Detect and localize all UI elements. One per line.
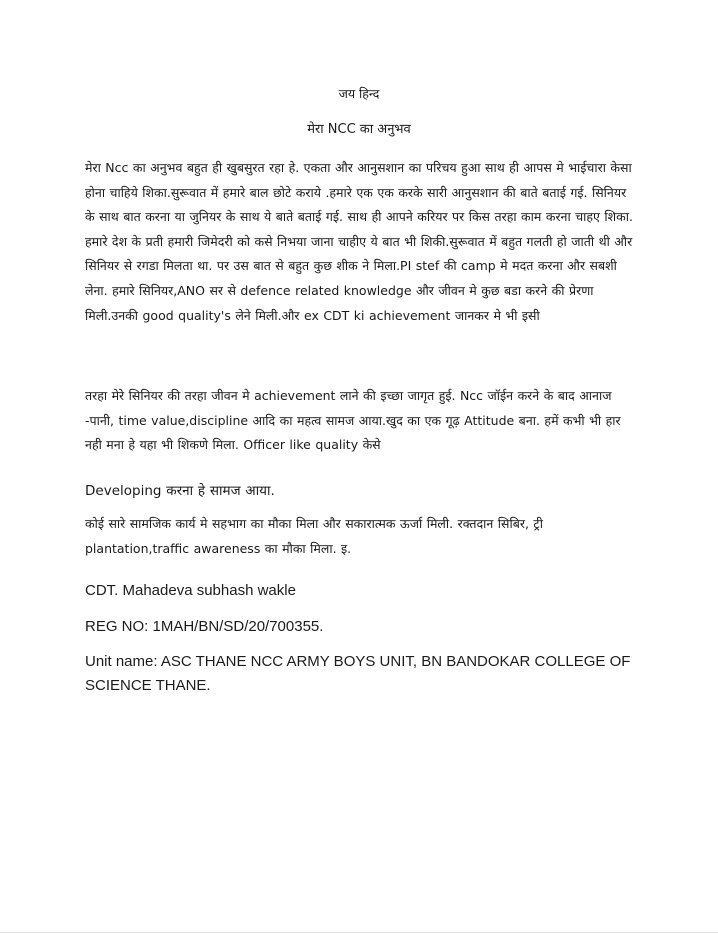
paragraph-achievement: तरहा मेरे सिनियर की तरहा जीवन मे achievement लाने की इच्छा जागृत हुई. Ncc जॉईन करने के बाद आनाज -पानी, time value,discipline आदि का महत्व सामज आया.खुद का एक गूढ़ Attitude बना. हमें कभी भी हार नही मना हे यहा भी शिकणे मिला. Officer like quality केसे [85,388,621,453]
signature-unit-name: Unit name: ASC THANE NCC ARMY BOYS UNIT, BN BANDOKAR COLLEGE OF SCIENCE THANE. [85,653,631,694]
signature-reg-no: REG NO: 1MAH/BN/SD/20/700355. [85,618,324,635]
document-subheading: मेरा NCC का अनुभव [307,122,411,137]
paragraph-social-work: कोई सारे सामजिक कार्य मे सहभाग का मौका मिला और सकारात्मक ऊर्जा मिली. रक्तदान सिबिर, ट्री plantation,traffic awareness का मौका मिला. इ. [85,516,543,556]
signature-name: CDT. Mahadeva subhash wakle [85,582,296,599]
document-heading: जय हिन्द [338,86,380,101]
paragraph-experience: मेरा Ncc का अनुभव बहुत ही खुबसुरत रहा हे. एकता और आनुसशान का परिचय हुआ साथ ही आपस मे भाईचारा केसा होना चाहिये शिका.सुरूवात में हमारे बाल छोटे कराये .हमारे एक एक करके सारी आनुसशान की बाते बताई गई. सिनियर के साथ बात करना या जुनियर के साथ ये बाते बताई गई. साथ ही आपने करियर पर किस तरहा काम करना चाहए शिका. हमारे देश के प्रती हमारी जिमेदरी को कसे निभया जाना चाहीए ये बात भी शिकी.सुरूवात में बहुत गलती हो जाती थी और सिनियर से रगडा मिलता था. पर उस बात से बहुत कुछ शीक ने मिला.PI stef की camp मे मदत करना और सबशी लेना. हमारे सिनियर,ANO सर से defence related knowledge और जीवन मे कुछ बडा करने की प्रेरणा मिली.उनकी good quality's लेने मिली.और ex CDT ki achievement जानकर मे भी इसी [85,160,633,323]
paragraph-developing: Developing करना हे सामज आया. [85,483,275,499]
